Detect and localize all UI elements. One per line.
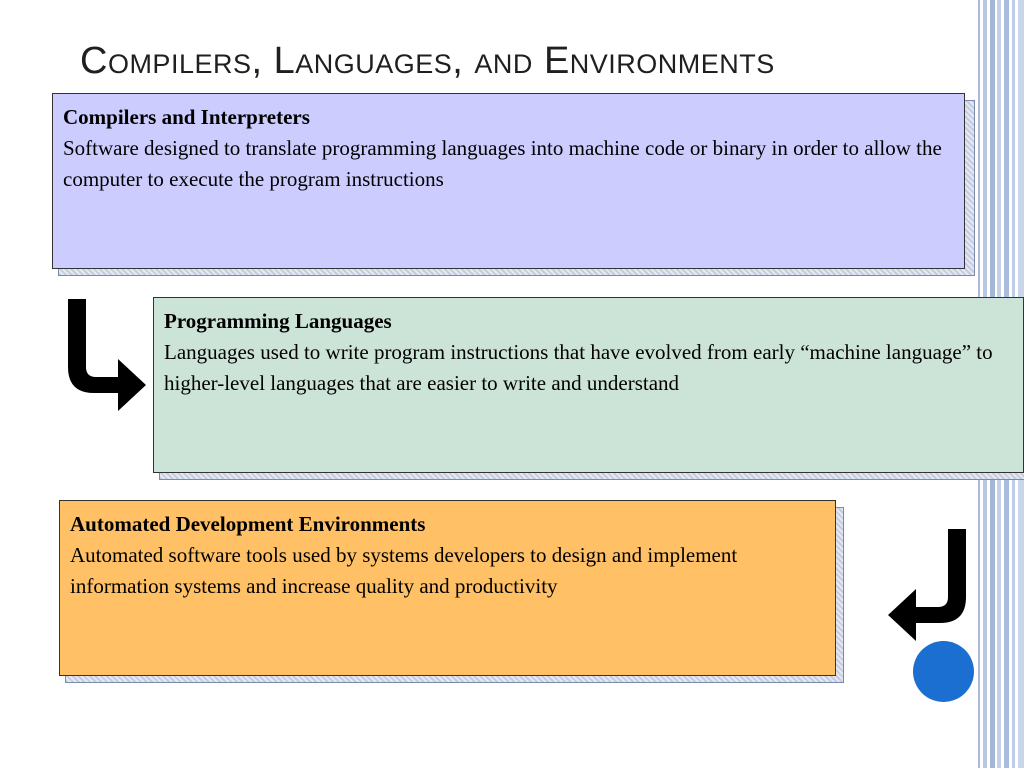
compilers-box — [52, 93, 965, 269]
box-heading: Automated Development Environments — [70, 512, 426, 536]
box-heading: Programming Languages — [164, 309, 392, 333]
box-body: Automated software tools used by systems developers to design and implement information systems and increase quality and productivity — [70, 543, 738, 598]
curved-arrow-right-icon — [64, 297, 150, 413]
development-environments-box — [59, 500, 836, 676]
slide-title: Compilers, Languages, and Environments — [80, 40, 775, 82]
box-heading: Compilers and Interpreters — [63, 105, 310, 129]
blue-circle-icon — [913, 641, 974, 702]
box-body: Software designed to translate programming languages into machine code or binary in order to allow the computer to execute the program instructions — [63, 136, 942, 191]
box-body: Languages used to write program instructions that have evolved from early “machine language” to higher-level languages that are easier to write and understand — [164, 340, 993, 395]
curved-arrow-left-icon — [884, 527, 970, 643]
programming-languages-box — [153, 297, 1024, 473]
